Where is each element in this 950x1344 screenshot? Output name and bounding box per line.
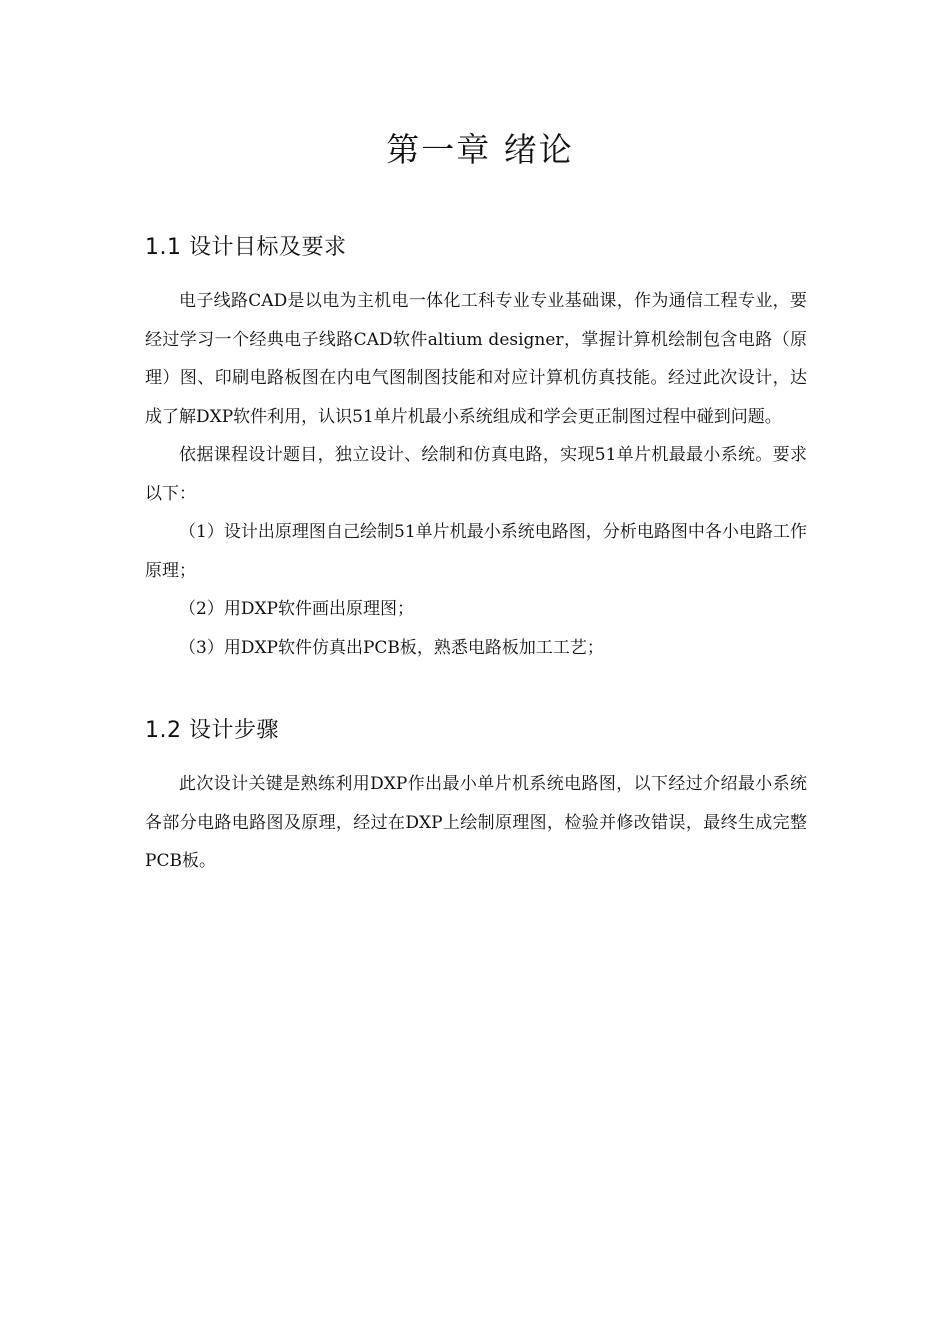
section-heading-1-2: 1.2 设计步骤 — [145, 718, 279, 743]
section-1-1-body — [145, 282, 807, 667]
section-1-2-body — [145, 765, 807, 881]
section-heading-1-1: 1.1 设计目标及要求 — [145, 235, 347, 260]
requirement-item: （2）用DXP软件画出原理图； — [179, 599, 414, 619]
chapter-title: 第一章 绪论 — [386, 130, 574, 169]
paragraph: 依据课程设计题目，独立设计、绘制和仿真电路，实现51单片机最最小系统。要求以下： — [145, 445, 807, 504]
paragraph: 电子线路CAD是以电为主机电一体化工科专业专业基础课，作为通信工程专业，要经过学习一个经典电子线路CAD软件altium designer，掌握计算机绘制包含电路（原理）图、印刷电路板图在内电气图制图技能和对应计算机仿真技能。经过此次设计，达成了解DXP软件利用，认识51单片机最小系统组成和学会更正制图过程中碰到问题。 — [145, 291, 807, 427]
requirement-item: （3）用DXP软件仿真出PCB板，熟悉电路板加工工艺； — [179, 637, 604, 658]
requirement-item: （1）设计出原理图自己绘制51单片机最小系统电路图，分析电路图中各小电路工作原理； — [145, 522, 807, 581]
paragraph: 此次设计关键是熟练利用DXP作出最小单片机系统电路图，以下经过介绍最小系统各部分电路电路图及原理，经过在DXP上绘制原理图，检验并修改错误，最终生成完整PCB板。 — [145, 774, 807, 871]
